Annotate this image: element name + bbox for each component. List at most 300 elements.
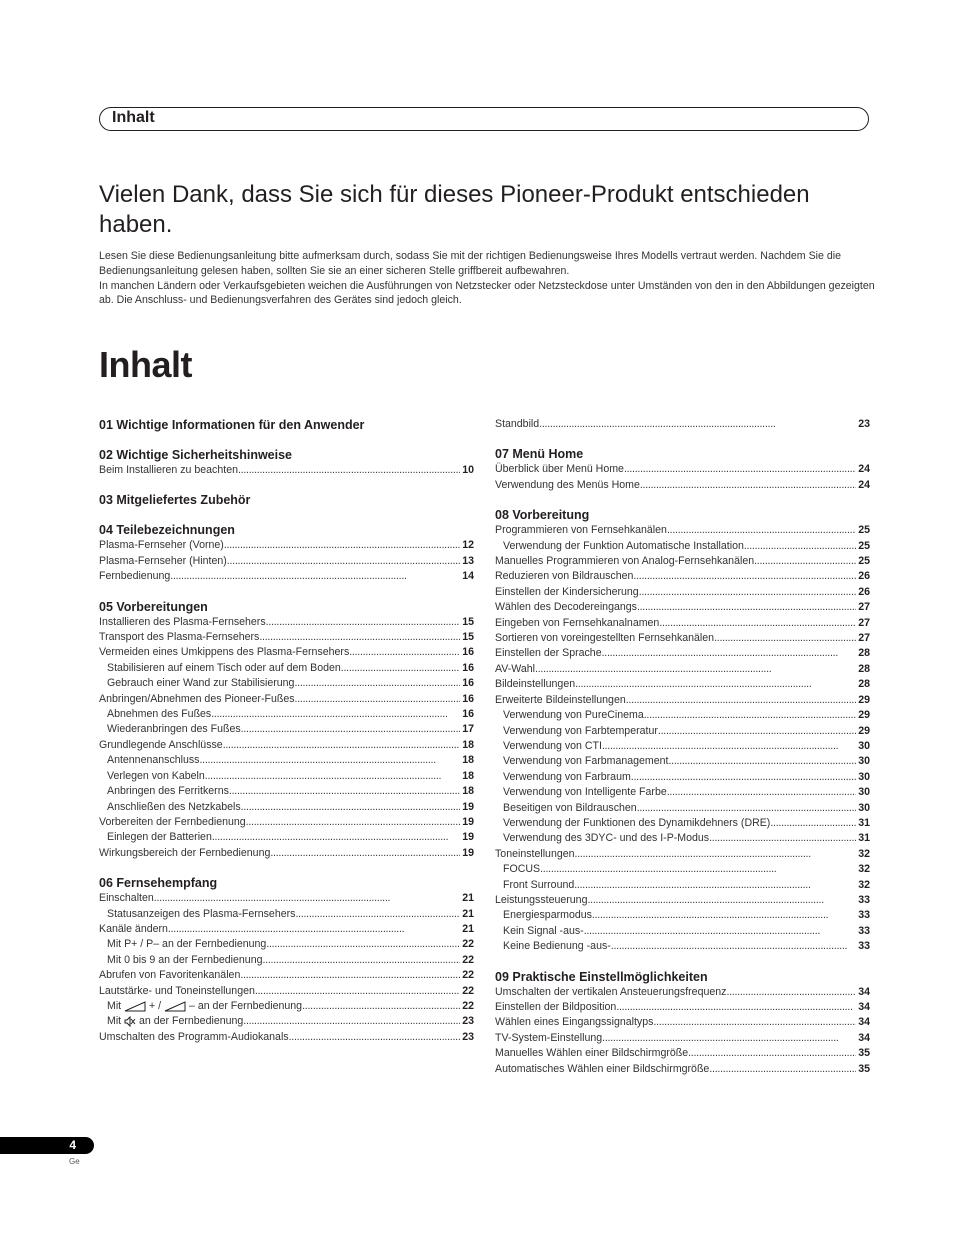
toc-entry[interactable]	[495, 523, 870, 538]
toc-entry-page: 22	[462, 984, 474, 997]
toc-section-title: 05 Vorbereitungen	[99, 599, 208, 614]
toc-entry-label: Reduzieren von Bildrauschen	[495, 570, 634, 583]
toc-entry[interactable]	[99, 891, 474, 906]
toc-entry[interactable]	[495, 801, 870, 816]
toc-entry-page: 32	[858, 863, 870, 876]
toc-entry[interactable]	[495, 785, 870, 800]
toc-entry[interactable]	[495, 739, 870, 754]
toc-entry-page: 15	[462, 615, 474, 628]
toc-leader-dots	[211, 707, 460, 722]
toc-leader-dots	[212, 830, 460, 845]
toc-entry-page: 24	[858, 463, 870, 476]
toc-leader-dots	[602, 646, 857, 661]
mute-icon	[124, 1016, 136, 1027]
toc-entry-page: 25	[858, 539, 870, 552]
toc-entry-page: 16	[462, 708, 474, 721]
toc-leader-dots	[575, 677, 856, 692]
toc-leader-dots	[266, 937, 460, 952]
toc-leader-dots	[624, 462, 856, 477]
toc-leader-dots	[688, 1046, 856, 1061]
toc-entry-label: Installieren des Plasma-Fernsehers	[99, 615, 266, 628]
toc-entry-page: 27	[858, 632, 870, 645]
toc-entry-page: 34	[858, 985, 870, 998]
toc-entry-label: Mit 0 bis 9 an der Fernbedienung	[107, 953, 263, 966]
toc-entry-page: 29	[858, 693, 870, 706]
toc-entry-label: Umschalten der vertikalen Ansteuerungsfrequenz	[495, 985, 727, 998]
toc-entry-page: 19	[462, 846, 474, 859]
toc-entry[interactable]	[495, 631, 870, 646]
toc-entry[interactable]	[495, 539, 870, 554]
section-header-label: Inhalt	[112, 109, 155, 126]
toc-entry[interactable]	[495, 708, 870, 723]
toc-entry-label: Verwendung von Farbtemperatur	[503, 724, 658, 737]
toc-section	[495, 507, 870, 954]
toc-entry-label: Wählen des Decodereingangs	[495, 601, 637, 614]
toc-entry[interactable]	[99, 830, 474, 845]
toc-entry-label: Lautstärke- und Toneinstellungen	[99, 984, 255, 997]
toc-entry[interactable]	[495, 1031, 870, 1046]
toc-entry-label: Kanäle ändern	[99, 922, 168, 935]
toc-section	[99, 492, 474, 508]
toc-entry-page: 34	[858, 1031, 870, 1044]
toc-section-title: 03 Mitgeliefertes Zubehör	[99, 493, 251, 508]
page-number: 4	[69, 1138, 76, 1152]
toc-leader-dots	[626, 693, 856, 708]
toc-section	[495, 446, 870, 493]
toc-leader-dots	[602, 1031, 856, 1046]
toc-entry-page: 29	[858, 709, 870, 722]
toc-leader-dots	[709, 1062, 856, 1077]
toc-entry[interactable]	[495, 1015, 870, 1030]
toc-entry-label: Verwendung von PureCinema	[503, 709, 644, 722]
toc-entry-page: 22	[462, 999, 474, 1012]
toc-entry-label: Manuelles Programmieren von Analog-Fernsehkanälen	[495, 555, 755, 568]
toc-entry[interactable]	[495, 754, 870, 769]
toc-left-column	[99, 417, 474, 1045]
section-header-bar	[99, 107, 869, 131]
toc-section-title: 08 Vorbereitung	[495, 508, 590, 523]
toc-entry[interactable]	[495, 662, 870, 677]
toc-leader-dots	[341, 661, 460, 676]
toc-entry-label: Vorbereiten der Fernbedienung	[99, 815, 246, 828]
toc-leader-dots	[592, 908, 856, 923]
toc-entry[interactable]	[99, 569, 474, 584]
toc-entry[interactable]	[99, 1030, 474, 1045]
toc-entry-label: Verlegen von Kabeln	[107, 769, 205, 782]
toc-entry-page: 21	[462, 922, 474, 935]
toc-leader-dots	[227, 554, 460, 569]
toc-leader-dots	[241, 722, 461, 737]
toc-entry[interactable]	[99, 815, 474, 830]
toc-entry[interactable]	[99, 722, 474, 737]
toc-entry-page: 23	[858, 418, 870, 430]
page-language: Ge	[69, 1157, 80, 1166]
toc-entry[interactable]	[495, 985, 870, 1000]
toc-entry-page: 33	[858, 924, 870, 937]
toc-entry[interactable]	[495, 600, 870, 615]
toc-entry-page: 23	[462, 1030, 474, 1043]
toc-entry-label: Überblick über Menü Home	[495, 463, 624, 476]
toc-entry[interactable]	[495, 908, 870, 923]
intro-text	[99, 249, 889, 308]
toc-section-title: 01 Wichtige Informationen für den Anwender	[99, 418, 365, 432]
toc-entry-page: 17	[462, 723, 474, 736]
toc-entry-label: Mit an der Fernbedienung	[107, 1015, 244, 1028]
toc-entry[interactable]	[99, 984, 474, 999]
toc-right-column	[495, 417, 870, 1077]
toc-entry[interactable]	[495, 554, 870, 569]
toc-entry-label: Plasma-Fernseher (Vorne)	[99, 539, 224, 552]
toc-entry[interactable]	[495, 462, 870, 477]
toc-entry-label: Umschalten des Programm-Audiokanals	[99, 1030, 289, 1043]
toc-leader-dots	[584, 924, 857, 939]
toc-entry-page: 30	[858, 770, 870, 783]
toc-entry[interactable]	[99, 968, 474, 983]
toc-entry-page: 27	[858, 616, 870, 629]
toc-entry-page: 30	[858, 786, 870, 799]
toc-leader-dots	[266, 615, 461, 630]
toc-entry[interactable]	[99, 692, 474, 707]
toc-leader-dots	[611, 939, 856, 954]
toc-entry[interactable]	[99, 937, 474, 952]
toc-entry[interactable]	[99, 784, 474, 799]
toc-entry-label: Verwendung des Menüs Home	[495, 478, 640, 491]
toc-leader-dots	[709, 831, 856, 846]
toc-leader-dots	[294, 676, 460, 691]
toc-entry-label: FOCUS	[503, 863, 541, 876]
toc-entry[interactable]	[495, 862, 870, 877]
toc-entry-label: Anbringen des Ferritkerns	[107, 785, 229, 798]
toc-entry-label: Erweiterte Bildeinstellungen	[495, 693, 626, 706]
toc-entry-page: 10	[462, 464, 474, 476]
toc-leader-dots	[587, 893, 856, 908]
toc-entry-label: Front Surround	[503, 878, 575, 891]
toc-entry[interactable]	[495, 770, 870, 785]
toc-entry-label: Wiederanbringen des Fußes	[107, 723, 241, 736]
toc-leader-dots	[229, 784, 460, 799]
toc-entry-page: 25	[858, 524, 870, 537]
toc-leader-dots	[289, 1030, 461, 1045]
toc-leader-dots	[223, 738, 461, 753]
toc-entry[interactable]	[495, 924, 870, 939]
toc-entry-page: 28	[858, 662, 870, 675]
toc-entry[interactable]	[99, 800, 474, 815]
toc-leader-dots	[659, 616, 856, 631]
headline: Vielen Dank, dass Sie sich für dieses Pioneer-Produkt entschieden haben.	[99, 181, 810, 238]
toc-leader-dots	[633, 569, 856, 584]
toc-entry-page: 18	[462, 754, 474, 767]
toc-leader-dots	[540, 862, 856, 877]
toc-entry-label: Verwendung der Funktionen des Dynamikdehners (DRE)	[503, 816, 771, 829]
toc-entry-page: 22	[462, 969, 474, 982]
toc-entry-label: Plasma-Fernseher (Hinten)	[99, 554, 227, 567]
toc-entry-label: Toneinstellungen	[495, 847, 575, 860]
toc-leader-dots	[241, 800, 461, 815]
toc-entry-label: Anschließen des Netzkabels	[107, 800, 241, 813]
toc-entry-label: Fernbedienung	[99, 570, 171, 583]
toc-entry-label: Einschalten	[99, 892, 154, 905]
toc-entry-page: 21	[462, 907, 474, 920]
toc-entry[interactable]	[99, 676, 474, 691]
toc-entry[interactable]	[495, 1062, 870, 1077]
toc-entry[interactable]	[99, 922, 474, 937]
toc-leader-dots	[199, 753, 460, 768]
toc-section	[495, 969, 870, 1077]
toc-entry[interactable]	[99, 907, 474, 922]
toc-entry-label: Verwendung der Funktion Automatische Installation	[503, 539, 744, 552]
toc-entry-label: Verwendung von CTI	[503, 739, 602, 752]
toc-entry-page: 34	[858, 1016, 870, 1029]
toc-leader-dots	[243, 1014, 460, 1029]
toc-entry-page: 12	[462, 539, 474, 552]
toc-leader-dots	[270, 846, 460, 861]
toc-entry-label: Grundlegende Anschlüsse	[99, 738, 223, 751]
toc-entry-label: Verwendung des 3DYC- und des I-P-Modus	[503, 832, 710, 845]
toc-entry[interactable]	[99, 661, 474, 676]
toc-entry-label: Mit + / – an der Fernbedienung	[107, 999, 303, 1012]
toc-entry-page: 28	[858, 647, 870, 660]
toc-entry-label: Automatisches Wählen einer Bildschirmgröße	[495, 1062, 710, 1075]
toc-entry-page: 31	[858, 816, 870, 829]
toc-leader-dots	[295, 907, 460, 922]
toc-leader-dots	[170, 569, 460, 584]
toc-leader-dots	[575, 847, 857, 862]
toc-entry-page: 14	[462, 570, 474, 583]
toc-entry-label: Mit P+ / P– an der Fernbedienung	[107, 938, 267, 951]
toc-entry[interactable]	[495, 646, 870, 661]
toc-entry-page: 29	[858, 724, 870, 737]
toc-entry[interactable]	[495, 893, 870, 908]
toc-leader-dots	[667, 785, 856, 800]
toc-entry-label: Verwendung von Farbraum	[503, 770, 631, 783]
toc-leader-dots	[637, 600, 856, 615]
toc-entry-page: 24	[858, 478, 870, 491]
toc-entry-label: Kein Signal -aus-	[503, 924, 584, 937]
toc-leader-dots	[639, 585, 857, 600]
toc-leader-dots	[295, 692, 461, 707]
toc-leader-dots	[246, 815, 461, 830]
toc-entry-label: AV-Wahl	[495, 662, 536, 675]
toc-entry-page: 35	[858, 1062, 870, 1075]
toc-leader-dots	[240, 968, 460, 983]
toc-entry-label: Eingeben von Fernsehkanalnamen	[495, 616, 660, 629]
toc-entry[interactable]	[495, 417, 870, 432]
toc-leader-dots	[644, 708, 856, 723]
toc-leader-dots	[154, 891, 460, 906]
toc-entry-label: Beseitigen von Bildrauschen	[503, 801, 637, 814]
toc-entry-label: Anbringen/Abnehmen des Pioneer-Fußes	[99, 692, 295, 705]
toc-entry[interactable]	[99, 753, 474, 768]
toc-leader-dots	[205, 769, 460, 784]
toc-entry-label: Programmieren von Fernsehkanälen	[495, 524, 667, 537]
toc-leader-dots	[255, 984, 460, 999]
toc-leader-dots	[259, 630, 460, 645]
toc-leader-dots	[744, 539, 856, 554]
toc-entry[interactable]	[495, 1000, 870, 1015]
toc-entry-label: Verwendung von Farbmanagement	[503, 755, 669, 768]
toc-entry[interactable]	[99, 630, 474, 645]
toc-entry-label: Antennenanschluss	[107, 754, 200, 767]
toc-entry[interactable]	[99, 538, 474, 553]
toc-entry-page: 33	[858, 940, 870, 953]
toc-leader-dots	[238, 463, 460, 478]
toc-leader-dots	[302, 999, 460, 1014]
toc-entry[interactable]	[99, 953, 474, 968]
toc-entry-page: 25	[858, 555, 870, 568]
toc-leader-dots	[770, 816, 856, 831]
intro-paragraph: In manchen Ländern oder Verkaufsgebieten weichen die Ausführungen von Netzstecker oder Netzsteckdose unter Umständen von den in den Abbildungen gezeigten ab. Die Anschluss- und Bedienungsverfahren des Gerätes sind jedoch gleich.	[99, 279, 875, 307]
toc-section-title: 04 Teilebezeichnungen	[99, 523, 235, 538]
toc-entry[interactable]	[99, 645, 474, 660]
page-number-tab	[0, 1137, 94, 1154]
toc-entry[interactable]	[495, 831, 870, 846]
toc-section	[99, 522, 474, 584]
toc-entry[interactable]	[495, 878, 870, 893]
toc-entry[interactable]	[495, 816, 870, 831]
toc-leader-dots	[616, 1000, 856, 1015]
toc-entry-label: Verwendung von Intelligente Farbe	[503, 786, 667, 799]
toc-section-title: 02 Wichtige Sicherheitshinweise	[99, 448, 293, 462]
toc-section	[495, 417, 870, 432]
toc-entry[interactable]	[495, 847, 870, 862]
toc-entry[interactable]	[99, 615, 474, 630]
toc-entry-page: 33	[858, 909, 870, 922]
toc-entry-label: Abnehmen des Fußes	[107, 708, 212, 721]
toc-entry-label: Keine Bedienung -aus-	[503, 940, 611, 953]
toc-entry-page: 35	[858, 1047, 870, 1060]
toc-entry-page: 18	[462, 738, 474, 751]
toc-entry-page: 21	[462, 892, 474, 905]
toc-leader-dots	[653, 1015, 856, 1030]
toc-leader-dots	[754, 554, 856, 569]
toc-entry[interactable]	[495, 569, 870, 584]
toc-entry-page: 30	[858, 755, 870, 768]
toc-entry[interactable]	[495, 1046, 870, 1061]
volume-up-icon	[124, 1001, 146, 1012]
toc-entry[interactable]	[99, 707, 474, 722]
toc-entry-page: 18	[462, 769, 474, 782]
toc-leader-dots	[224, 538, 460, 553]
toc-entry[interactable]	[99, 999, 474, 1014]
toc-entry[interactable]	[99, 738, 474, 753]
toc-entry-label: TV-System-Einstellung	[495, 1031, 603, 1044]
toc-entry-label: Wirkungsbereich der Fernbedienung	[99, 846, 271, 859]
toc-section-title: 07 Menü Home	[495, 447, 584, 462]
toc-entry-label: Leistungssteuerung	[495, 893, 588, 906]
toc-entry-label: Einlegen der Batterien	[107, 831, 212, 844]
toc-entry-page: 22	[462, 953, 474, 966]
toc-entry-page: 16	[462, 692, 474, 705]
toc-entry-label: Sortieren von voreingestellten Fernsehkanälen	[495, 632, 715, 645]
toc-leader-dots	[535, 662, 856, 677]
toc-entry-label: Stabilisieren auf einem Tisch oder auf dem Boden	[107, 661, 341, 674]
toc-entry[interactable]	[495, 677, 870, 692]
toc-entry-page: 13	[462, 554, 474, 567]
toc-entry-page: 30	[858, 739, 870, 752]
toc-entry[interactable]	[99, 1014, 474, 1029]
toc-entry-page: 15	[462, 631, 474, 644]
toc-entry-label: Standbild	[495, 418, 540, 430]
toc-section	[99, 599, 474, 862]
toc-entry-label: Gebrauch einer Wand zur Stabilisierung	[107, 677, 295, 690]
toc-entry-label: Wählen eines Eingangssignaltyps	[495, 1016, 654, 1029]
toc-leader-dots	[631, 770, 856, 785]
toc-entry-label: Abrufen von Favoritenkanälen	[99, 969, 241, 982]
toc-entry-label: Manuelles Wählen einer Bildschirmgröße	[495, 1047, 689, 1060]
toc-entry-page: 31	[858, 832, 870, 845]
toc-entry-page: 34	[858, 1001, 870, 1013]
toc-entry[interactable]	[99, 554, 474, 569]
toc-entry-label: Vermeiden eines Umkippens des Plasma-Fernsehers	[99, 646, 350, 659]
toc-entry[interactable]	[495, 478, 870, 493]
toc-leader-dots	[539, 417, 856, 432]
toc-entry-page: 23	[462, 1015, 474, 1028]
toc-entry-page: 26	[858, 585, 870, 598]
toc-leader-dots	[669, 754, 857, 769]
toc-entry-page: 16	[462, 661, 474, 674]
toc-entry-page: 26	[858, 570, 870, 583]
toc-entry[interactable]	[495, 585, 870, 600]
toc-entry-label: Energiesparmodus	[503, 909, 592, 922]
toc-entry-page: 33	[858, 893, 870, 906]
toc-section-title: 06 Fernsehempfang	[99, 876, 218, 891]
toc-entry-page: 22	[462, 938, 474, 951]
toc-entry-page: 32	[858, 878, 870, 891]
page-title: Inhalt	[99, 344, 192, 385]
toc-entry-label: Transport des Plasma-Fernsehers	[99, 631, 260, 644]
toc-entry-label: Bildeinstellungen	[495, 678, 576, 691]
toc-leader-dots	[637, 801, 857, 816]
toc-leader-dots	[168, 922, 460, 937]
toc-entry-page: 19	[462, 815, 474, 828]
toc-entry-page: 32	[858, 847, 870, 860]
toc-leader-dots	[667, 523, 856, 538]
toc-entry-label: Einstellen der Sprache	[495, 647, 602, 660]
toc-entry[interactable]	[495, 693, 870, 708]
toc-leader-dots	[349, 645, 460, 660]
toc-entry[interactable]	[99, 846, 474, 861]
toc-leader-dots	[726, 985, 856, 1000]
toc-entry-label: Beim Installieren zu beachten	[99, 464, 238, 476]
toc-leader-dots	[602, 739, 856, 754]
toc-entry-page: 19	[462, 831, 474, 844]
volume-up-icon	[164, 1001, 186, 1012]
toc-entry[interactable]	[495, 939, 870, 954]
toc-leader-dots	[658, 724, 856, 739]
toc-entry-page: 19	[462, 800, 474, 813]
toc-section-title: 09 Praktische Einstellmöglichkeiten	[495, 969, 708, 984]
toc-entry-label: Einstellen der Kindersicherung	[495, 585, 639, 598]
toc-entry[interactable]	[99, 463, 474, 478]
intro-paragraph: Lesen Sie diese Bedienungsanleitung bitte aufmerksam durch, sodass Sie mit der richtigen Bedienungsweise Ihres Modells vertraut werden. Nachdem Sie die Bedienungsanleitung gelesen haben, sollten Sie sie an einer sicheren Stelle griffbereit aufbewahren.	[99, 250, 841, 277]
toc-leader-dots	[574, 878, 856, 893]
toc-entry-page: 27	[858, 601, 870, 614]
toc-leader-dots	[640, 478, 856, 493]
toc-entry-page: 16	[462, 677, 474, 690]
toc-entry[interactable]	[99, 769, 474, 784]
toc-leader-dots	[714, 631, 856, 646]
toc-section	[99, 447, 474, 478]
toc-entry[interactable]	[495, 616, 870, 631]
toc-entry-label: Statusanzeigen des Plasma-Fernsehers	[107, 907, 296, 920]
toc-section	[99, 875, 474, 1045]
toc-entry-page: 28	[858, 678, 870, 691]
toc-entry-page: 30	[858, 801, 870, 814]
toc-leader-dots	[262, 953, 460, 968]
toc-entry-page: 16	[462, 646, 474, 659]
toc-entry-page: 18	[462, 785, 474, 798]
toc-entry[interactable]	[495, 724, 870, 739]
